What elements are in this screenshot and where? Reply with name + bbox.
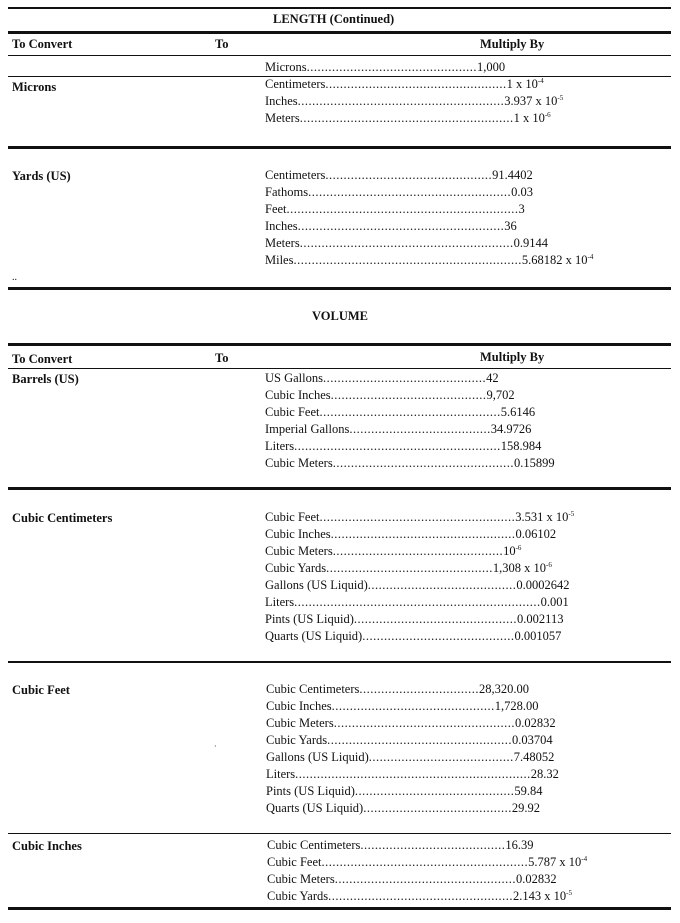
factor-value: 3.937 x 10 <box>504 94 558 108</box>
factor-exponent: -5 <box>566 889 572 897</box>
unit-label: Imperial Gallons <box>265 422 350 436</box>
unit-label: Cubic Inches <box>266 699 332 713</box>
conversion-row <box>265 370 499 387</box>
conversion-row <box>267 837 534 854</box>
dot-leader: ......................................... <box>367 578 517 592</box>
group-name-microns: Microns <box>12 80 57 94</box>
factor-value: 1,308 x 10 <box>492 561 546 575</box>
factor-value: 2.143 x 10 <box>513 889 567 903</box>
top-rule <box>8 7 671 9</box>
factor-exponent: -4 <box>587 253 594 261</box>
dot-leader: ....................................... <box>349 422 491 436</box>
dot-leader: .............................................. <box>326 561 493 575</box>
conversion-row <box>265 387 515 404</box>
dot-leader: ................................................... <box>327 733 512 747</box>
conversion-row <box>265 201 525 218</box>
unit-label: Inches <box>265 94 298 108</box>
factor-exponent: -6 <box>544 111 551 119</box>
factor-value: 5.787 x 10 <box>528 855 582 869</box>
dot-leader: ............................................... <box>306 60 478 74</box>
dot-leader: ................................. <box>359 682 480 696</box>
conversion-row <box>266 732 553 749</box>
factor-value: 9,702 <box>486 388 515 402</box>
dot-leader: .................................................. <box>325 77 507 91</box>
conversion-row <box>265 594 569 611</box>
dot-leader: ................................................... <box>330 527 516 541</box>
unit-label: Centimeters <box>265 77 326 91</box>
factor-value: 42 <box>486 371 499 385</box>
unit-label: Cubic Centimeters <box>267 838 361 852</box>
conversion-row <box>265 611 563 628</box>
dot-leader: ........................................................ <box>308 185 512 199</box>
unit-label: Gallons (US Liquid) <box>266 750 369 764</box>
factor-value: 0.0002642 <box>516 578 570 592</box>
factor-value: 158.984 <box>500 439 542 453</box>
conversion-row <box>265 438 541 455</box>
factor-value: 5.6146 <box>500 405 536 419</box>
unit-label: Cubic Feet <box>267 855 322 869</box>
dot-leader: ............................................. <box>353 612 518 626</box>
factor-value: 59.84 <box>514 784 543 798</box>
conversion-row <box>265 577 570 594</box>
dot-leader: ...................................................... <box>319 510 516 524</box>
dot-leader: ......................................................... <box>321 855 529 869</box>
conversion-row <box>265 252 593 269</box>
factor-exponent: -5 <box>568 510 575 518</box>
dot-leader: ............................................... <box>332 544 504 558</box>
cc-bottom-rule <box>8 661 671 663</box>
factor-value: 3.531 x 10 <box>515 510 569 524</box>
volume-title: VOLUME <box>312 309 368 323</box>
unit-label: Microns <box>265 60 307 74</box>
conversion-row <box>266 800 540 817</box>
dot-leader: ............................................ <box>354 784 515 798</box>
length-title: LENGTH (Continued) <box>273 12 395 26</box>
dot-leader: ........................................ <box>360 838 506 852</box>
factor-exponent: -4 <box>537 77 544 85</box>
length-subheader-rule <box>8 55 671 56</box>
factor-value: 0.02832 <box>515 872 557 886</box>
dot-leader: .............................................. <box>325 168 493 182</box>
unit-label: Liters <box>265 439 295 453</box>
factor-value: 0.02832 <box>514 716 556 730</box>
factor-value: 0.06102 <box>515 527 557 541</box>
conversion-row <box>265 543 521 560</box>
conversion-row <box>265 560 552 577</box>
factor-value: 28,320.00 <box>479 682 530 696</box>
unit-label: Gallons (US Liquid) <box>265 578 368 592</box>
conversion-row <box>267 854 587 871</box>
unit-label: Fathoms <box>265 185 309 199</box>
volume-subheader-rule <box>8 368 671 369</box>
group-name-cubic-feet: Cubic Feet <box>12 683 70 697</box>
conversion-row <box>267 888 572 905</box>
factor-value: 36 <box>504 219 517 233</box>
volume-col-multiply: Multiply By <box>480 350 545 364</box>
dot-leader: ......................................................... <box>297 94 505 108</box>
unit-label: Pints (US Liquid) <box>265 612 354 626</box>
factor-value: 0.001 <box>540 595 569 609</box>
stray-mark: .. <box>12 272 17 283</box>
unit-label: Cubic Yards <box>267 889 329 903</box>
unit-label: Cubic Yards <box>265 561 327 575</box>
dot-leader: ......................................................... <box>294 439 501 453</box>
dot-leader: ........................................................... <box>299 111 514 125</box>
dot-leader: ........................................ <box>368 750 514 764</box>
factor-value: 5.68182 x 10 <box>521 253 588 267</box>
unit-label: Cubic Meters <box>265 456 333 470</box>
group-name-cubic-centimeters: Cubic Centimeters <box>12 511 113 525</box>
conversion-row <box>266 681 529 698</box>
unit-label: Cubic Meters <box>265 544 333 558</box>
dot-leader: .................................................. <box>334 872 516 886</box>
conversion-row <box>266 749 554 766</box>
factor-exponent: -5 <box>557 94 564 102</box>
factor-value: 29.92 <box>511 801 540 815</box>
factor-value: 28.32 <box>530 767 559 781</box>
yards-top-rule <box>8 146 671 149</box>
unit-label: Miles <box>265 253 294 267</box>
cf-bottom-rule <box>8 833 671 834</box>
factor-value: 0.9144 <box>513 236 548 250</box>
dot-leader: .................................................. <box>319 405 501 419</box>
length-col-to: To <box>215 37 229 51</box>
group-name-yards: Yards (US) <box>12 169 71 183</box>
dot-leader: ......................................................... <box>297 219 505 233</box>
conversion-row <box>265 628 561 645</box>
unit-label: Cubic Inches <box>265 527 331 541</box>
factor-value: 7.48052 <box>513 750 555 764</box>
conversion-row <box>265 218 517 235</box>
factor-value: 1 x 10 <box>506 77 538 91</box>
conversion-row <box>265 59 505 76</box>
dot-leader: ................................................... <box>328 889 513 903</box>
dot-leader: ......................................... <box>363 801 512 815</box>
length-header-rule <box>8 31 671 34</box>
unit-label: Quarts (US Liquid) <box>265 629 363 643</box>
bottom-rule <box>8 907 671 910</box>
unit-label: Quarts (US Liquid) <box>266 801 364 815</box>
unit-label: Cubic Feet <box>265 405 320 419</box>
unit-label: Meters <box>265 236 300 250</box>
conversion-row <box>265 235 548 252</box>
conversion-row <box>265 404 535 421</box>
factor-value: 1 x 10 <box>513 111 545 125</box>
conversion-row <box>265 93 563 110</box>
unit-label: Cubic Meters <box>266 716 334 730</box>
dot-leader: ........................................... <box>330 388 487 402</box>
length-col-convert: To Convert <box>12 37 73 51</box>
dot-leader: .......................................... <box>362 629 515 643</box>
factor-value: 0.15899 <box>513 456 555 470</box>
unit-label: Cubic Meters <box>267 872 335 886</box>
unit-label: Cubic Yards <box>266 733 328 747</box>
group-name-cubic-inches: Cubic Inches <box>12 839 82 853</box>
conversion-row <box>265 184 533 201</box>
unit-label: Pints (US Liquid) <box>266 784 355 798</box>
dot-leader: .................................................. <box>333 716 515 730</box>
conversion-row <box>265 167 533 184</box>
dot-leader: ............................................. <box>331 699 495 713</box>
unit-label: Cubic Feet <box>265 510 320 524</box>
factor-value: 91.4402 <box>492 168 533 182</box>
dot-leader: ................................................................ <box>286 202 519 216</box>
unit-label: Liters <box>265 595 295 609</box>
length-bottom-rule <box>8 287 671 290</box>
factor-value: 1,728.00 <box>494 699 539 713</box>
unit-label: Cubic Inches <box>265 388 331 402</box>
unit-label: Inches <box>265 219 298 233</box>
factor-value: 16.39 <box>505 838 534 852</box>
factor-value: 10 <box>503 544 516 558</box>
barrels-bottom-rule <box>8 487 671 490</box>
factor-value: 3 <box>518 202 525 216</box>
factor-value: 0.002113 <box>517 612 564 626</box>
dot-leader: ........................................................... <box>299 236 514 250</box>
length-col-multiply: Multiply By <box>480 37 545 51</box>
unit-label: Centimeters <box>265 168 326 182</box>
conversion-row <box>265 526 556 543</box>
factor-value: 0.03 <box>511 185 533 199</box>
dot-leader: ............................................................... <box>293 253 522 267</box>
conversion-row <box>266 698 538 715</box>
factor-value: 1,000 <box>477 60 506 74</box>
conversion-row <box>265 421 531 438</box>
unit-label: Cubic Centimeters <box>266 682 360 696</box>
conversion-row <box>265 455 555 472</box>
stray-dot: · <box>214 742 217 751</box>
unit-label: Meters <box>265 111 300 125</box>
group-name-barrels: Barrels (US) <box>12 372 79 386</box>
volume-col-convert: To Convert <box>12 352 73 366</box>
factor-exponent: -6 <box>546 561 552 569</box>
volume-col-to: To <box>215 351 229 365</box>
conversion-row <box>265 76 544 93</box>
dot-leader: .................................................................... <box>294 595 541 609</box>
unit-label: Feet <box>265 202 287 216</box>
factor-value: 0.001057 <box>514 629 562 643</box>
conversion-row <box>267 871 557 888</box>
dot-leader: ............................................. <box>323 371 487 385</box>
factor-value: 0.03704 <box>512 733 553 747</box>
factor-value: 34.9726 <box>490 422 532 436</box>
conversion-row <box>265 509 574 526</box>
factor-exponent: -4 <box>581 855 588 863</box>
dot-leader: .................................................. <box>332 456 514 470</box>
conversion-row <box>265 110 551 127</box>
dot-leader: ................................................................. <box>295 767 531 781</box>
conversion-row <box>266 766 559 783</box>
unit-label: US Gallons <box>265 371 323 385</box>
volume-header-rule <box>8 343 671 346</box>
factor-exponent: -6 <box>515 544 522 552</box>
conversion-row <box>266 715 556 732</box>
unit-label: Liters <box>266 767 296 781</box>
conversion-row <box>266 783 543 800</box>
